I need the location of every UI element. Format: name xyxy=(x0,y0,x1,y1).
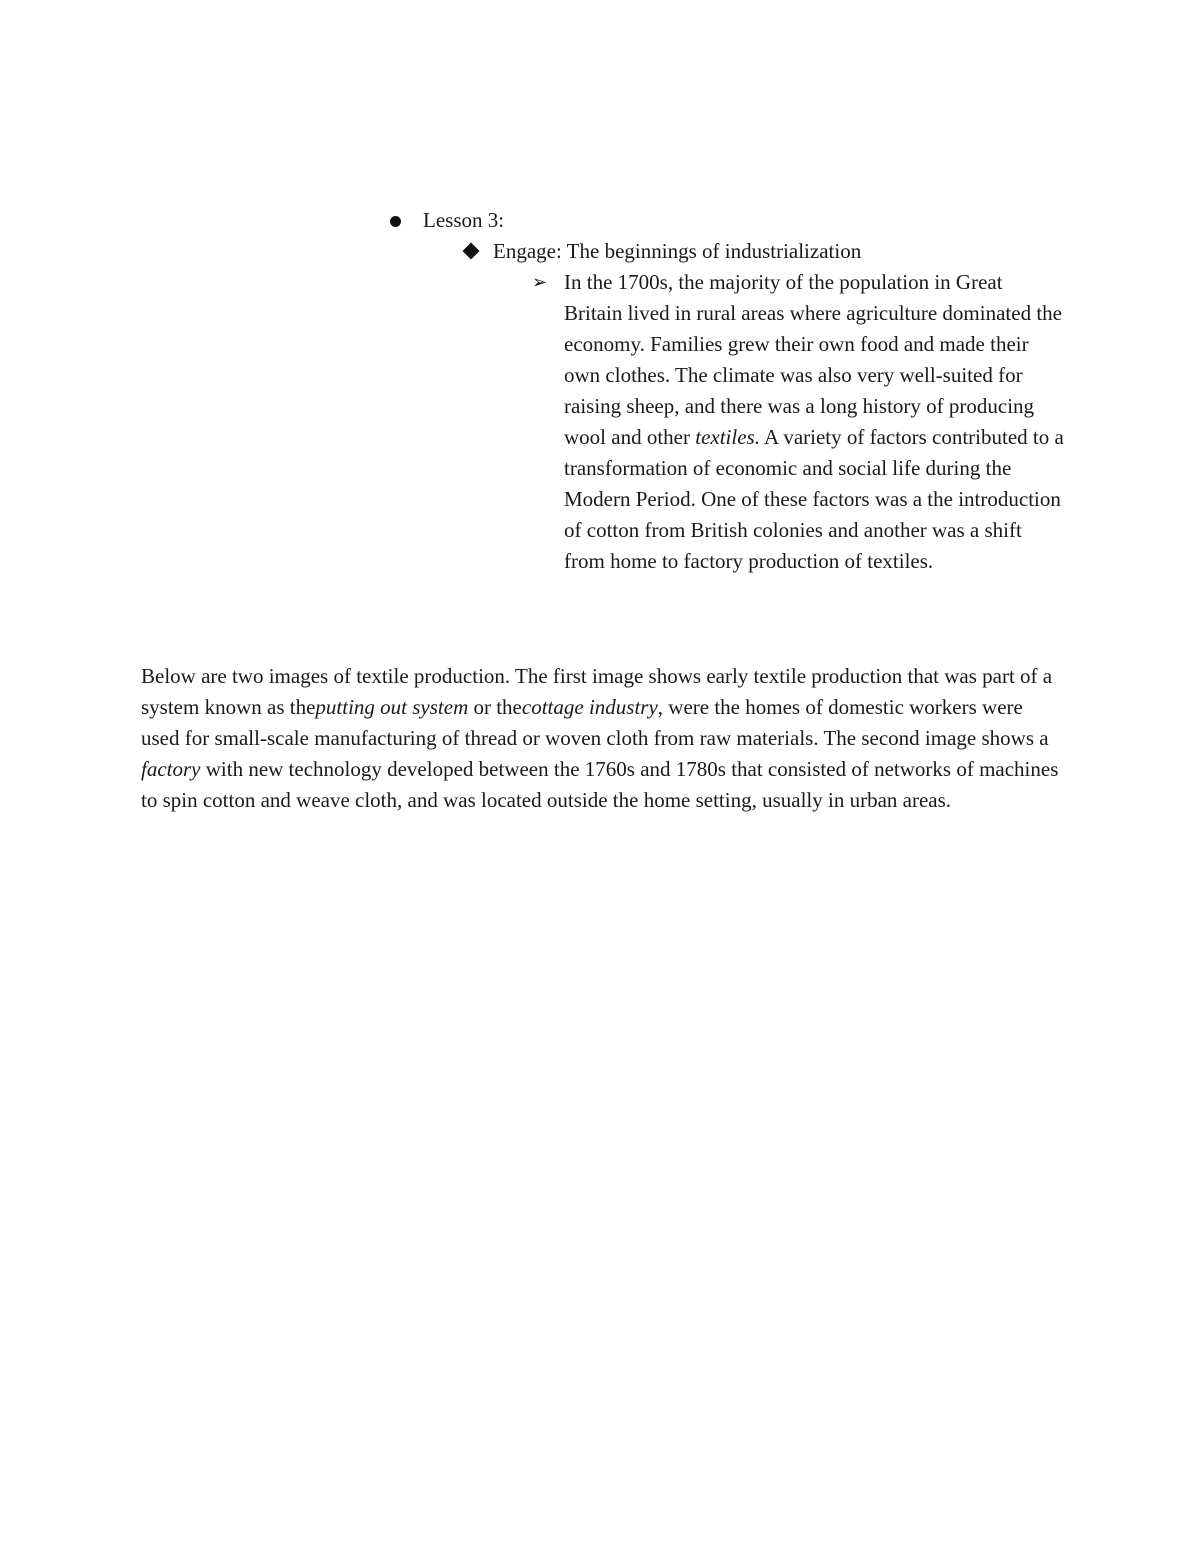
context-text-italic: textiles. xyxy=(695,425,760,449)
body-text-part4: with new technology developed between the 1760s and 1780s that consisted of networks of machines to spin cotton and weave cloth, and was located outside the home setting, usually in urban areas. xyxy=(141,757,1059,812)
lesson-label: Lesson 3: xyxy=(423,208,505,232)
body-paragraph xyxy=(141,661,1066,816)
outline-item-lesson xyxy=(380,205,1080,236)
body-term-putting-out-system: putting out system xyxy=(315,695,469,719)
body-text-part2: or the xyxy=(468,695,522,719)
outline-item-engage xyxy=(460,236,1080,267)
lesson-outline xyxy=(380,205,1080,577)
body-term-cottage-industry: cottage industry xyxy=(521,695,658,719)
engage-label: Engage: The beginnings of industrialization xyxy=(493,239,862,263)
body-text-part3: , were the homes of domestic workers were used for small-scale manufacturing of thread or woven cloth from raw materials. The second image shows a xyxy=(141,695,1049,750)
outline-item-context xyxy=(528,267,1080,577)
context-text-part2: A variety of factors contributed to a transformation of economic and social life during the Modern Period. One of these factors was a the introduction of cotton from British colonies and another was a shift from home to factory production of textiles. xyxy=(564,425,1064,573)
context-text-part1: In the 1700s, the majority of the population in Great Britain lived in rural areas where agriculture dominated the economy. Families grew their own food and made their own clothes. The climate was also very well-suited for raising sheep, and there was a long history of producing wool and other xyxy=(564,270,1062,449)
arrowhead-bullet-icon: ➢ xyxy=(532,272,548,293)
body-term-factory: factory xyxy=(141,757,201,781)
circle-bullet-icon xyxy=(390,216,401,227)
diamond-bullet-icon xyxy=(463,243,480,260)
context-paragraph xyxy=(564,267,1064,577)
body-text-part1: Below are two images of textile production. The first image shows early textile production that was part of a system known as the xyxy=(141,664,1053,719)
